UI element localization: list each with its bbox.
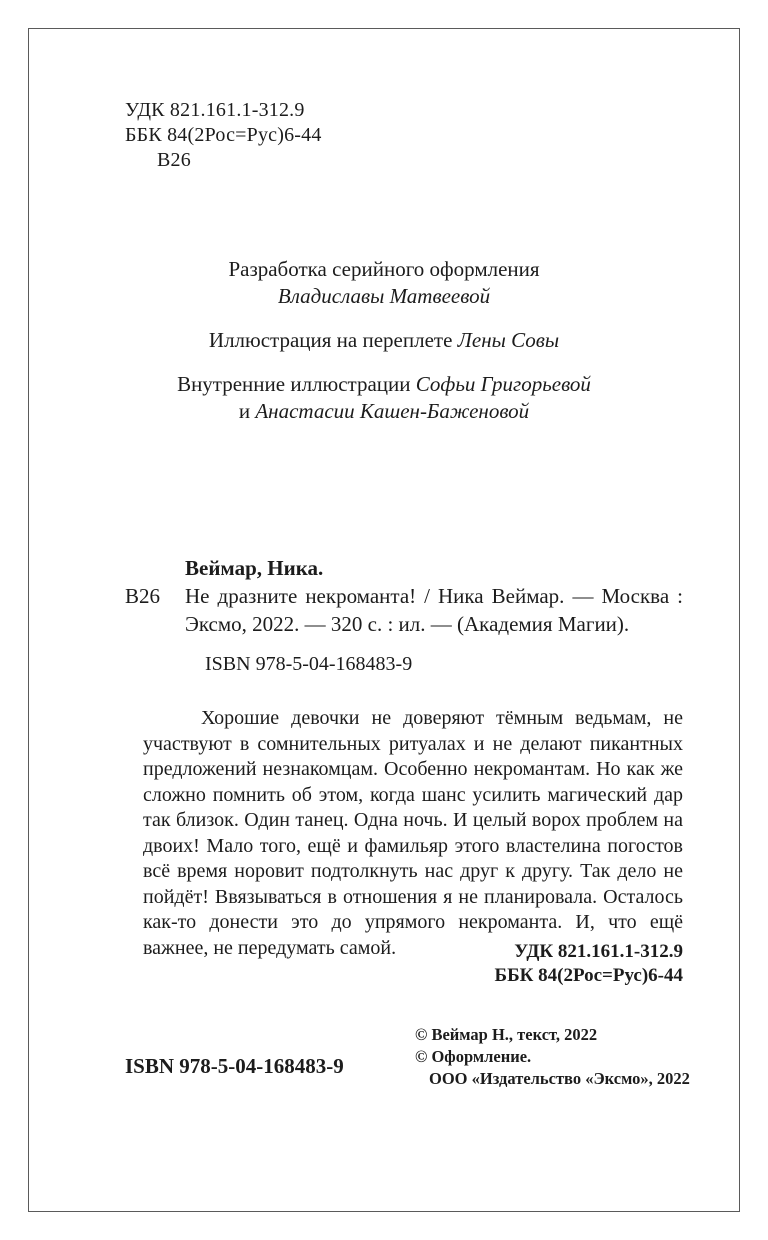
interior-illustrations-line-2	[0, 398, 768, 425]
udc-line: УДК 821.161.1-312.9	[125, 99, 305, 121]
isbn-bottom: ISBN 978-5-04-168483-9	[125, 1054, 344, 1078]
author-sign-code: В26	[157, 149, 191, 171]
catalog-card	[125, 554, 683, 678]
interior-artist-1-name: Софьи Григорьевой	[415, 372, 591, 396]
copyright-publisher: ООО «Издательство «Эксмо», 2022	[429, 1069, 690, 1088]
copyright-block	[415, 1024, 690, 1090]
copyright-design: © Оформление.	[415, 1047, 532, 1066]
copyright-author: © Веймар Н., текст, 2022	[415, 1025, 598, 1044]
interior-illustrations-label: Внутренние иллюстрации	[177, 372, 416, 396]
catalog-description: Не дразните некроманта! / Ника Веймар. — Москва : Эксмо, 2022. — 320 с. : ил. — (Академия Магии).	[185, 584, 683, 636]
classification-block-right	[495, 940, 683, 988]
cover-illustration-line	[0, 327, 768, 354]
credits-block	[0, 256, 768, 425]
udc-line-right: УДК 821.161.1-312.9	[514, 941, 683, 962]
classification-block	[125, 98, 322, 173]
series-design-label: Разработка серийного оформления	[228, 257, 540, 281]
interior-illustrations-line-1	[0, 371, 768, 398]
bbk-line-right: ББК 84(2Рос=Рус)6-44	[494, 965, 683, 986]
spacer	[0, 310, 768, 327]
conjunction: и	[238, 399, 256, 423]
spacer	[0, 354, 768, 371]
series-designer-name: Владиславы Матвеевой	[277, 284, 491, 308]
catalog-entry	[125, 582, 683, 638]
catalog-isbn: ISBN 978-5-04-168483-9	[205, 653, 413, 675]
annotation-paragraph: Хорошие девочки не доверяют тёмным ведьмам, не участвуют в сомнительных ритуалах и не делают пикантных предложений незнакомцам. Особенно некромантам. Но как же сложно помнить об этом, когда шанс усилить магический дар так близок. Один танец. Одна ночь. И целый ворох проблем на двоих! Мало того, ещё и фамильяр этого властелина погостов всё время норовит подтолкнуть нас друг к другу. Так дело не пойдёт! Ввязываться в отношения я не планировала. Осталось как-то донести это до упрямого некроманта. И, что ещё важнее, не передумать самой.	[143, 707, 683, 959]
interior-artist-2-name: Анастасии Кашен-Баженовой	[255, 399, 530, 423]
catalog-code: В26	[125, 584, 161, 608]
cover-illustration-label: Иллюстрация на переплете	[208, 328, 458, 352]
cover-artist-name: Лены Совы	[457, 328, 560, 352]
catalog-author: Веймар, Ника.	[185, 556, 324, 580]
bbk-line: ББК 84(2Рос=Рус)6-44	[125, 124, 322, 146]
